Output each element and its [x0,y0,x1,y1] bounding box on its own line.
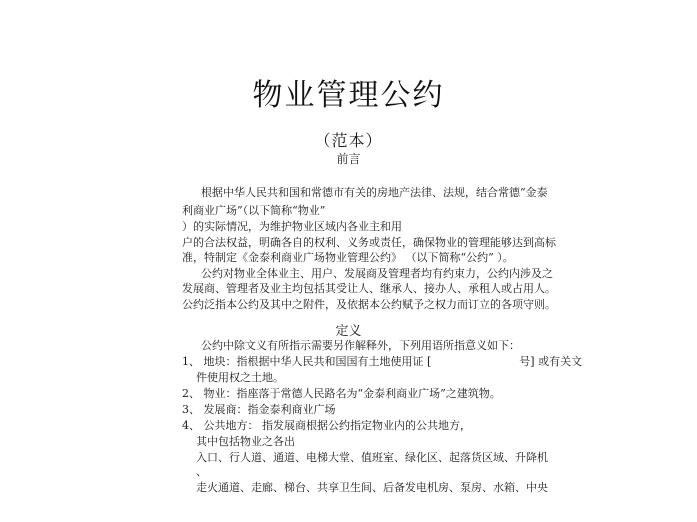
definition-item: 入口、行人道、通道、电梯大堂、值班室、绿化区、起落货区域、升降机 [196,451,548,464]
definition-item: 3、 发展商：指金泰利商业广场 [182,403,336,416]
preface-line: 户的合法权益，明确各自的权利、义务或责任，确保物业的管理能够达到高标 [182,236,556,249]
preface-heading: 前言 [336,152,361,166]
definition-item: 2、 物业：指座落于常德人民路名为“金泰利商业广场”之建筑物。 [182,387,501,400]
definitions-intro: 公约中除文义有所指示需要另作解释外，下列用语所指意义如下： [201,339,520,352]
definition-text: 1、 地块：指根据中华人民共和国国有土地使用证 [ [182,355,432,368]
definition-text: 号] 或有关文 [519,355,583,368]
definition-item: 其中包括物业之各出 [196,435,295,448]
preface-line: ）的实际情况，为维护物业区域内各业主和用 [182,220,402,233]
definition-item: 、 [196,465,207,478]
preface-line: 发展商、管理者及业主均包括其受让人、继承人、接办人、承租人或占用人。 [182,282,556,295]
preface-line: 准，特制定《金泰利商业广场物业管理公约》 （以下简称“公约” ）。 [182,251,514,264]
definition-item: 走火通道、走廊、梯台、共享卫生间、后备发电机房、泵房、水箱、中央 [196,481,548,494]
definition-item [182,355,582,369]
preface-line: 利商业广场”（以下简称“物业” [182,204,326,217]
preface-line: 公约对物业全体业主、用户、发展商及管理者均有约束力，公约内涉及之 [201,267,553,280]
document-title: 物业管理公约 [252,78,445,113]
definition-item: 4、 公共地方： 指发展商根据公约指定物业内的公共地方， [182,419,471,432]
preface-line: 公约泛指本公约及其中之附件，及依据本公约赋予之权力而订立的各项守则。 [182,298,556,311]
preface-line: 根据中华人民共和国和常德市有关的房地产法律、法规，结合常德“金泰 [201,186,548,199]
definition-item: 件使用权之土地。 [196,371,284,384]
definitions-heading: 定义 [335,324,362,339]
document-subtitle: （范本） [314,131,383,150]
